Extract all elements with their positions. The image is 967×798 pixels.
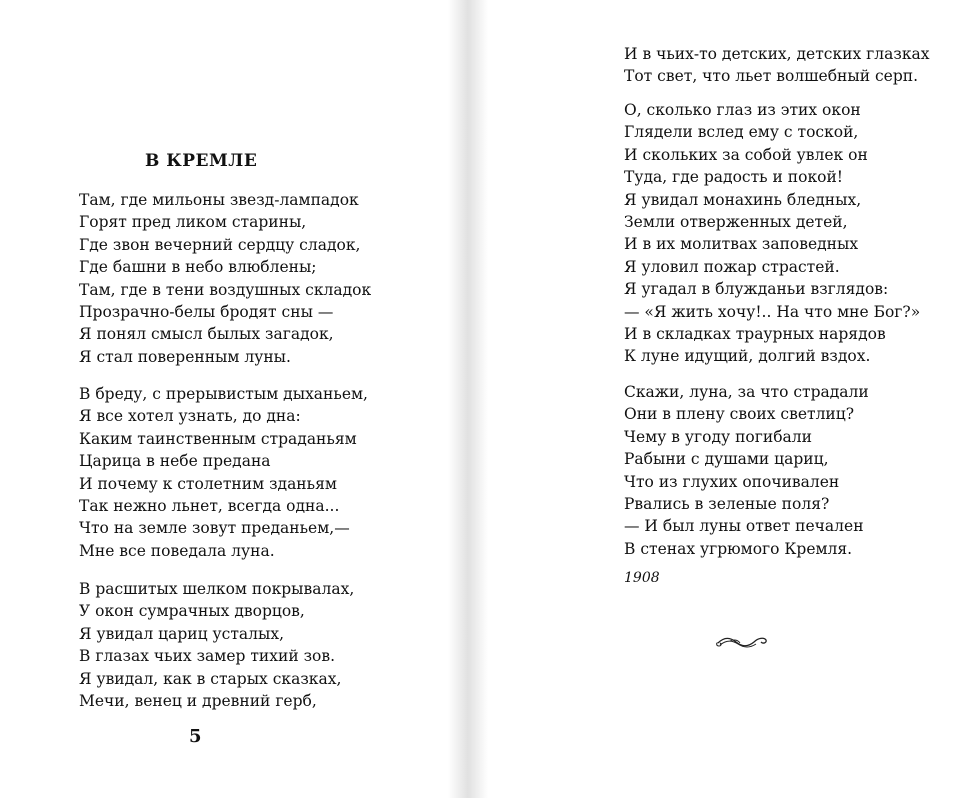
poem-line: В расшитых шелком покрывалах, — [79, 580, 355, 598]
poem-line: Я уловил пожар страстей. — [624, 257, 840, 276]
poem-line: Прозрачно-белы бродят сны — — [79, 303, 334, 322]
book-gutter — [448, 0, 488, 798]
poem-line: Так нежно льнет, всегда одна... — [79, 497, 340, 516]
poem-line: Горят пред ликом старины, — [79, 213, 307, 232]
poem-line: И почему к столетним зданьям — [79, 474, 337, 493]
poem-line: — И был луны ответ печален — [624, 517, 864, 536]
stanza-left-3 — [79, 578, 354, 712]
stanza-left-1 — [79, 189, 371, 368]
poem-line: Я увидал монахинь бледных, — [624, 190, 862, 209]
poem-line: Там, где мильоны звезд-лампадок — [79, 191, 359, 209]
poem-line: О, сколько глаз из этих окон — [624, 101, 861, 119]
stanza-right-3 — [624, 381, 869, 560]
poem-line: И в чьих-то детских, детских глазках — [624, 45, 930, 63]
poem-line: Я увидал, как в старых сказках, — [79, 669, 342, 688]
poem-year: 1908 — [624, 570, 660, 586]
stanza-left-2 — [79, 383, 368, 562]
poem-line: Что на земле зовут преданьем,— — [79, 519, 350, 538]
poem-line: — «Я жить хочу!.. На что мне Бог?» — [624, 302, 921, 321]
stanza-right-2 — [624, 99, 920, 368]
poem-line: Они в плену своих светлиц? — [624, 405, 855, 424]
poem-line: Я понял смысл былых загадок, — [79, 325, 334, 344]
poem-line: У окон сумрачных дворцов, — [79, 602, 305, 621]
poem-line: К луне идущий, долгий вздох. — [624, 347, 871, 366]
poem-line: Там, где в тени воздушных складок — [79, 280, 372, 299]
poem-line: В бреду, с прерывистым дыханьем, — [79, 385, 368, 403]
poem-line: Каким таинственным страданьям — [79, 429, 357, 448]
poem-line: Царица в небе предана — [79, 452, 271, 471]
poem-line: Скажи, луна, за что страдали — [624, 383, 869, 401]
poem-line: Где звон вечерний сердцу сладок, — [79, 235, 361, 254]
page-number: 5 — [189, 726, 202, 747]
poem-line: И скольких за собой увлек он — [624, 145, 868, 164]
poem-line: Чему в угоду погибали — [624, 427, 812, 446]
poem-line: В глазах чьих замер тихий зов. — [79, 647, 336, 666]
poem-line: Мне все поведала луна. — [79, 541, 275, 560]
poem-line: Я все хотел узнать, до дна: — [79, 407, 301, 426]
flourish-ornament-icon — [716, 631, 768, 653]
poem-line: Где башни в небо влюблены; — [79, 258, 317, 277]
poem-line: Тот свет, что льет волшебный серп. — [624, 67, 919, 86]
stanza-right-1 — [624, 43, 930, 88]
poem-line: Что из глухих опочивален — [624, 472, 840, 491]
poem-line: В стенах угрюмого Кремля. — [624, 539, 853, 558]
poem-line: Мечи, венец и древний герб, — [79, 692, 317, 711]
poem-line: Туда, где радость и покой! — [624, 168, 844, 187]
poem-line: Я угадал в блужданьи взглядов: — [624, 280, 889, 299]
poem-line: Я увидал цариц усталых, — [79, 624, 285, 643]
poem-line: И в складках траурных нарядов — [624, 325, 886, 344]
poem-line: И в их молитвах заповедных — [624, 235, 859, 254]
poem-title: В КРЕМЛЕ — [145, 151, 258, 171]
poem-line: Рабыни с душами цариц, — [624, 450, 829, 469]
poem-line: Рвались в зеленые поля? — [624, 495, 830, 514]
poem-line: Я стал поверенным луны. — [79, 347, 291, 366]
poem-line: Земли отверженных детей, — [624, 213, 848, 232]
poem-line: Глядели вслед ему с тоской, — [624, 123, 859, 142]
